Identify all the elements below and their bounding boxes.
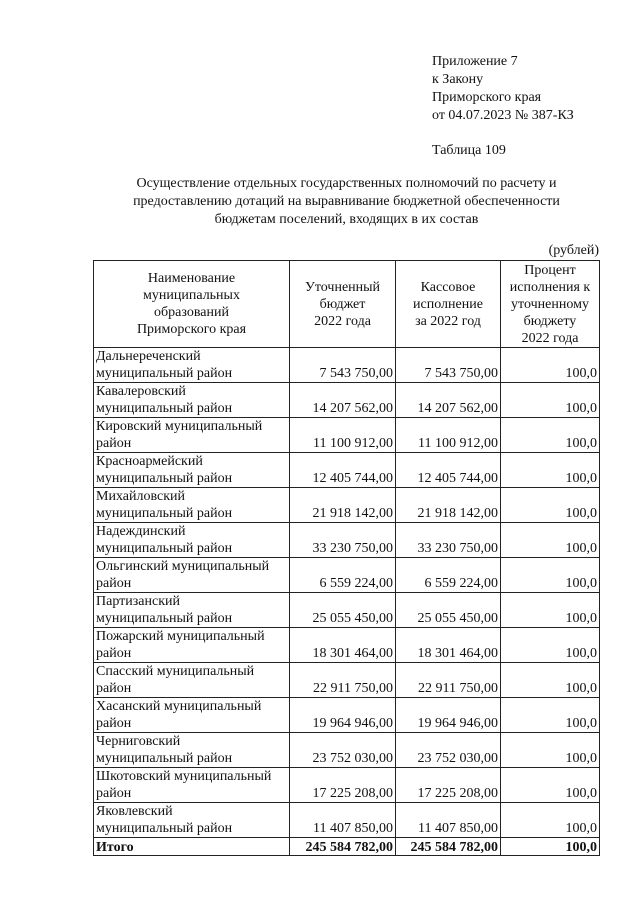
municipality-name-line: Надеждинский [96,524,186,539]
municipality-name [94,803,290,838]
header-line: 2022 года [314,313,371,329]
appendix-line: Приморского края [432,90,542,105]
document-title [95,175,598,229]
municipality-name-line: район [96,576,132,591]
municipality-name-line: Дальнереченский [96,349,201,364]
cash-execution-value: 6 559 224,00 [396,558,501,593]
execution-percent-value: 100,0 [501,558,600,593]
refined-budget-value: 23 752 030,00 [290,733,396,768]
refined-budget-value: 21 918 142,00 [290,488,396,523]
municipality-name [94,593,290,628]
column-header-name [94,261,290,348]
refined-budget-value: 11 407 850,00 [290,803,396,838]
total-percent: 100,0 [501,838,600,856]
table-row [94,523,600,558]
municipality-name-line: муниципальный район [96,401,233,416]
table-row [94,768,600,803]
municipality-name [94,418,290,453]
municipality-name-line: Партизанский [96,594,180,609]
cash-execution-value: 33 230 750,00 [396,523,501,558]
header-line: Приморского края [136,322,247,337]
municipality-name-line: муниципальный район [96,366,233,381]
cash-execution-value: 21 918 142,00 [396,488,501,523]
cash-execution-value: 11 100 912,00 [396,418,501,453]
municipality-name-line: Кировский муниципальный [96,419,263,434]
total-execution: 245 584 782,00 [396,838,501,856]
municipality-name-line: Яковлевский [96,804,173,819]
refined-budget-value: 33 230 750,00 [290,523,396,558]
cash-execution-value: 14 207 562,00 [396,383,501,418]
execution-percent-value: 100,0 [501,453,600,488]
table-row [94,488,600,523]
municipality-name-line: муниципальный район [96,541,233,556]
municipality-name-line: Кавалеровский [96,384,186,399]
cash-execution-value: 23 752 030,00 [396,733,501,768]
table-row [94,593,600,628]
title-line: Осуществление отдельных государственных полномочий по расчету и [136,176,557,191]
municipality-name-line: Пожарский муниципальный [96,629,265,644]
table-row [94,348,600,383]
refined-budget-value: 17 225 208,00 [290,768,396,803]
header-line: Кассовое [420,279,476,295]
table-number: Таблица 109 [432,143,506,158]
header-line: бюджету [523,313,577,329]
table-row [94,628,600,663]
municipality-name-line: район [96,646,132,661]
execution-percent-value: 100,0 [501,523,600,558]
table-row [94,418,600,453]
refined-budget-value: 12 405 744,00 [290,453,396,488]
column-header-percent [501,261,600,348]
table-row [94,383,600,418]
cash-execution-value: 22 911 750,00 [396,663,501,698]
appendix-line: Приложение 7 [432,54,518,69]
municipality-name [94,383,290,418]
table-row [94,453,600,488]
execution-percent-value: 100,0 [501,803,600,838]
cash-execution-value: 25 055 450,00 [396,593,501,628]
table-row [94,733,600,768]
cash-execution-value: 7 543 750,00 [396,348,501,383]
appendix-reference [432,53,574,125]
table-row [94,803,600,838]
municipality-name-line: район [96,436,132,451]
total-label: Итого [94,838,290,856]
execution-percent-value: 100,0 [501,663,600,698]
total-budget: 245 584 782,00 [290,838,396,856]
refined-budget-value: 14 207 562,00 [290,383,396,418]
units-label: (рублей) [548,243,599,258]
municipality-name-line: муниципальный район [96,611,233,626]
refined-budget-value: 6 559 224,00 [290,558,396,593]
refined-budget-value: 22 911 750,00 [290,663,396,698]
refined-budget-value: 18 301 464,00 [290,628,396,663]
municipality-name-line: Шкотовский муниципальный [96,769,272,784]
budget-table [93,260,600,856]
refined-budget-value: 7 543 750,00 [290,348,396,383]
table-row [94,663,600,698]
title-line: предоставлению дотаций на выравнивание бюджетной обеспеченности [133,194,560,209]
cash-execution-value: 17 225 208,00 [396,768,501,803]
header-line: Процент [524,262,576,278]
municipality-name-line: Спасский муниципальный [96,664,255,679]
refined-budget-value: 11 100 912,00 [290,418,396,453]
municipality-name-line: Красноармейский [96,454,203,469]
cash-execution-value: 19 964 946,00 [396,698,501,733]
municipality-name-line: муниципальный район [96,821,233,836]
municipality-name-line: муниципальный район [96,506,233,521]
refined-budget-value: 19 964 946,00 [290,698,396,733]
execution-percent-value: 100,0 [501,593,600,628]
municipality-name-line: район [96,681,132,696]
execution-percent-value: 100,0 [501,418,600,453]
header-line: Уточненный [304,279,381,295]
header-line: за 2022 год [415,313,481,329]
cash-execution-value: 12 405 744,00 [396,453,501,488]
header-line: муниципальных [143,288,240,303]
column-header-execution [396,261,501,348]
header-line: исполнение [413,296,483,312]
execution-percent-value: 100,0 [501,698,600,733]
municipality-name [94,733,290,768]
appendix-line: от 04.07.2023 № 387-КЗ [432,108,574,123]
execution-percent-value: 100,0 [501,488,600,523]
municipality-name [94,768,290,803]
municipality-name [94,453,290,488]
municipality-name-line: муниципальный район [96,471,233,486]
execution-percent-value: 100,0 [501,348,600,383]
execution-percent-value: 100,0 [501,628,600,663]
header-line: 2022 года [521,330,579,346]
municipality-name [94,348,290,383]
column-header-budget [290,261,396,348]
execution-percent-value: 100,0 [501,768,600,803]
municipality-name-line: Ольгинский муниципальный [96,559,270,574]
cash-execution-value: 18 301 464,00 [396,628,501,663]
execution-percent-value: 100,0 [501,733,600,768]
appendix-line: к Закону [432,72,484,87]
table-row [94,698,600,733]
municipality-name-line: район [96,786,132,801]
municipality-name-line: Хасанский муниципальный [96,699,262,714]
municipality-name-line: муниципальный район [96,751,233,766]
total-row [94,838,600,856]
municipality-name [94,523,290,558]
execution-percent-value: 100,0 [501,383,600,418]
municipality-name-line: Михайловский [96,489,185,504]
municipality-name-line: район [96,716,132,731]
header-line: образований [154,305,229,320]
municipality-name [94,698,290,733]
header-line: бюджет [319,296,366,312]
municipality-name [94,488,290,523]
header-line: Наименование [147,271,236,286]
header-line: исполнения к [509,279,591,295]
title-line: бюджетам поселений, входящих в их состав [214,212,479,227]
header-line: уточненному [511,296,589,312]
table-header-row [94,261,600,348]
municipality-name-line: Черниговский [96,734,181,749]
cash-execution-value: 11 407 850,00 [396,803,501,838]
municipality-name [94,663,290,698]
municipality-name [94,628,290,663]
table-row [94,558,600,593]
municipality-name [94,558,290,593]
refined-budget-value: 25 055 450,00 [290,593,396,628]
